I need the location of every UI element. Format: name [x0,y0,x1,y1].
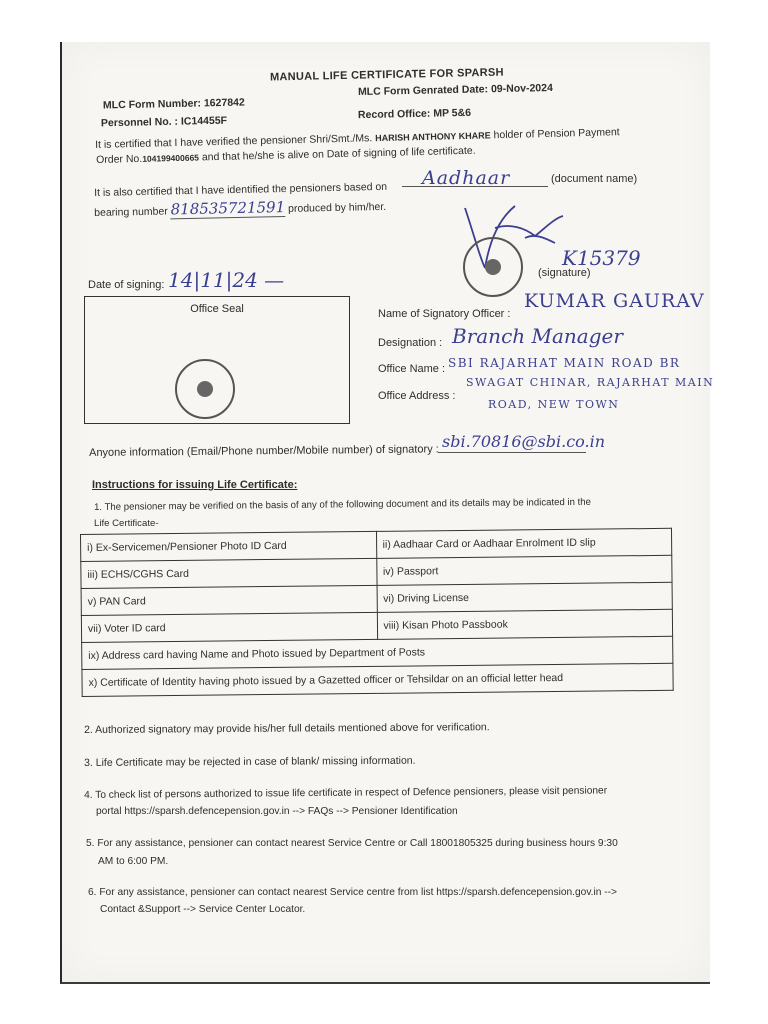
table-cell: iv) Passport [376,555,672,585]
document-name-label: (document name) [551,173,638,185]
bank-seal-stamp-lower [175,359,235,419]
document-name-underline [402,186,548,187]
designation-handwritten: Branch Manager [452,324,623,348]
instruction-2: 2. Authorized signatory may provide his/her full details mentioned above for verification. [84,721,490,736]
contact-underline [438,452,586,453]
office-address-line-1: SWAGAT CHINAR, RAJARHAT MAIN [466,376,715,389]
instruction-6-line-2: Contact &Support --> Service Center Locator. [100,904,306,915]
office-address-line-2: ROAD, NEW TOWN [488,398,620,411]
record-office-label: Record Office: [357,107,431,122]
table-cell: v) PAN Card [81,585,377,615]
document-name-handwritten: Aadhaar [422,167,511,189]
table-cell: i) Ex-Servicemen/Pensioner Photo ID Card [81,531,377,561]
table-cell: iii) ECHS/CGHS Card [81,558,377,588]
table-cell: viii) Kisan Photo Passbook [377,609,673,639]
cert-line-1-suffix: holder of Pension Payment [493,126,620,142]
signature-label: (signature) [538,267,591,279]
documents-table [80,528,674,697]
instructions-heading: Instructions for issuing Life Certificate: [92,479,298,491]
table-cell: ix) Address card having Name and Photo issued by Department of Posts [82,636,673,669]
instruction-5-line-2: AM to 6:00 PM. [98,856,169,867]
signatory-name-label: Name of Signatory Officer : [378,308,511,320]
office-name-handwritten: SBI RAJARHAT MAIN ROAD BR [448,356,681,370]
contact-handwritten: sbi.70816@sbi.co.in [442,432,606,451]
contact-label: Anyone information (Email/Phone number/Mobile number) of signatory : [89,443,439,459]
date-of-signing-handwritten: 14|11|24 — [168,268,285,292]
table-cell: x) Certificate of Identity having photo issued by a Gazetted officer or Tehsildar on an official letter head [82,663,673,696]
table-row [82,663,673,696]
page-title: MANUAL LIFE CERTIFICATE FOR SPARSH [269,66,504,84]
personnel-no [101,115,227,131]
instruction-1-line-2: Life Certificate- [94,518,159,529]
instruction-4-line-2: portal https://sparsh.defencepension.gov.in --> FAQs --> Pensioner Identification [96,806,458,817]
generated-date-value: 09-Nov-2024 [490,81,553,96]
instruction-1-line-1: 1. The pensioner may be verified on the basis of any of the following document and its details may be indicated in the [94,496,591,513]
office-name-label: Office Name : [378,363,446,375]
instruction-4-line-1: 4. To check list of persons authorized to issue life certificate in respect of Defence pensioners, please visit pensioner [84,785,608,801]
table-cell: vii) Voter ID card [81,612,377,642]
record-office-value: MP 5&6 [433,106,472,120]
personnel-no-label: Personnel No. : [100,115,179,130]
record-office [358,107,471,123]
office-seal-label: Office Seal [190,303,244,315]
instruction-5-line-1: 5. For any assistance, pensioner can contact nearest Service Centre or Call 18001805325 during business hours 9:30 [86,838,618,849]
personnel-no-value: IC14455F [180,114,228,128]
cert-line-4-prefix: bearing number [94,205,168,219]
table-cell: ii) Aadhaar Card or Aadhaar Enrolment ID slip [376,528,672,558]
cert-line-4-suffix: produced by him/her. [287,200,387,215]
mlc-form-number-value: 1627842 [203,96,245,110]
pensioner-name: HARISH ANTHONY KHARE [375,130,491,144]
cert-line-2-suffix: and that he/she is alive on Date of signing of life certificate. [201,144,476,164]
instruction-3: 3. Life Certificate may be rejected in case of blank/ missing information. [84,754,416,769]
instruction-6-line-1: 6. For any assistance, pensioner can contact nearest Service centre from list https://sparsh.defencepension.gov.in --> [88,887,617,898]
designation-label: Designation : [378,337,443,349]
office-seal-box [84,296,350,424]
date-of-signing-label: Date of signing: [88,279,165,291]
mlc-form-number-label: MLC Form Number: [102,97,202,112]
generated-date-label: MLC Form Genrated Date: [357,83,489,99]
cert-line-2-prefix: Order No. [96,152,143,166]
signatory-name-handwritten: KUMAR GAURAV [524,290,705,312]
table-cell: vi) Driving License [377,582,673,612]
bank-seal-stamp-upper [463,237,523,297]
cert-line-3-prefix: It is also certified that I have identified the pensioners based on [94,180,388,199]
office-address-label: Office Address : [378,390,456,402]
bearing-number-handwritten: 818535721591 [170,198,286,219]
employee-number-handwritten: K15379 [562,246,641,270]
ppo-number: 104199400665 [142,152,200,164]
cert-line-1-prefix: It is certified that I have verified the pensioner Shri/Smt./Ms. [95,132,373,151]
